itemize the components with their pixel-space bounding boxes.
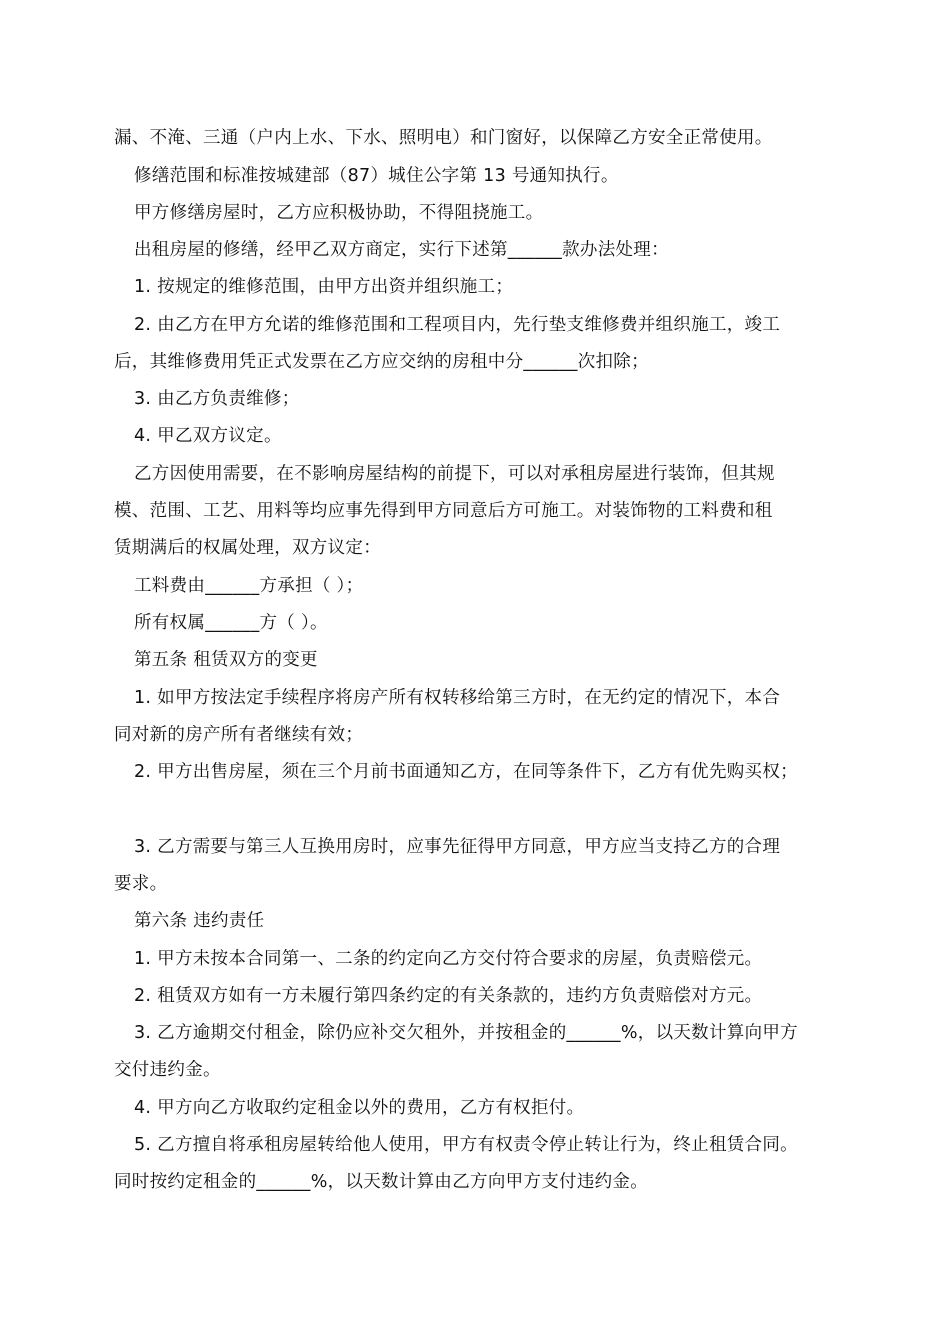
text-line: 甲方修缮房屋时，乙方应积极协助，不得阻挠施工。 [134, 203, 544, 223]
text-line: 4. 甲方向乙方收取约定租金以外的费用，乙方有权拒付。 [134, 1098, 585, 1118]
text-line: 1. 甲方未按本合同第一、二条的约定向乙方交付符合要求的房屋，负责赔偿元。 [134, 949, 763, 969]
text-line: 3. 由乙方负责维修； [134, 389, 300, 409]
text-line: 漏、不淹、三通（户内上水、下水、照明电）和门窗好，以保障乙方安全正常使用。 [114, 128, 773, 148]
text-line: 交付违约金。 [114, 1060, 221, 1080]
text-line: 2. 由乙方在甲方允诺的维修范围和工程项目内，先行垫支维修费并组织施工，竣工 [134, 315, 781, 335]
section-heading: 第六条 违约责任 [134, 911, 265, 931]
text-line: 后，其维修费用凭正式发票在乙方应交纳的房租中分______次扣除； [114, 352, 649, 372]
text-line: 2. 租赁双方如有一方未履行第四条约定的有关条款的，违约方负责赔偿对方元。 [134, 986, 763, 1006]
text-line: 5. 乙方擅自将承租房屋转给他人使用，甲方有权责令停止转让行为，终止租赁合同。 [134, 1135, 798, 1155]
text-line: 赁期满后的权属处理，双方议定： [114, 538, 381, 558]
text-line: 3. 乙方需要与第三人互换用房时，应事先征得甲方同意，甲方应当支持乙方的合理 [134, 837, 781, 857]
text-line: 修缮范围和标准按城建部（87）城住公字第 13 号通知执行。 [134, 166, 619, 186]
text-line: 出租房屋的修缮，经甲乙双方商定，实行下述第______款办法处理： [134, 240, 669, 260]
text-line: 模、范围、工艺、用料等均应事先得到甲方同意后方可施工。对装饰物的工料费和租 [114, 501, 773, 521]
text-line: 要求。 [114, 874, 168, 894]
text-line: 1. 按规定的维修范围，由甲方出资并组织施工； [134, 277, 514, 297]
text-line: 1. 如甲方按法定手续程序将房产所有权转移给第三方时，在无约定的情况下，本合 [134, 688, 781, 708]
text-line: 2. 甲方出售房屋，须在三个月前书面通知乙方，在同等条件下，乙方有优先购买权； [134, 762, 798, 782]
text-line: 4. 甲乙双方议定。 [134, 426, 282, 446]
text-line: 同时按约定租金的______%，以天数计算由乙方向甲方支付违约金。 [114, 1172, 649, 1192]
section-heading: 第五条 租赁双方的变更 [134, 650, 318, 670]
text-line: 同对新的房产所有者继续有效； [114, 725, 364, 745]
text-line: 3. 乙方逾期交付租金，除仍应补交欠租外，并按租金的______%，以天数计算向甲方 [134, 1023, 798, 1043]
text-line: 所有权属______方（ ）。 [134, 613, 328, 633]
text-line: 工料费由______方承担（ ）； [134, 576, 364, 596]
text-line: 乙方因使用需要，在不影响房屋结构的前提下，可以对承租房屋进行装饰，但其规 [134, 464, 775, 484]
